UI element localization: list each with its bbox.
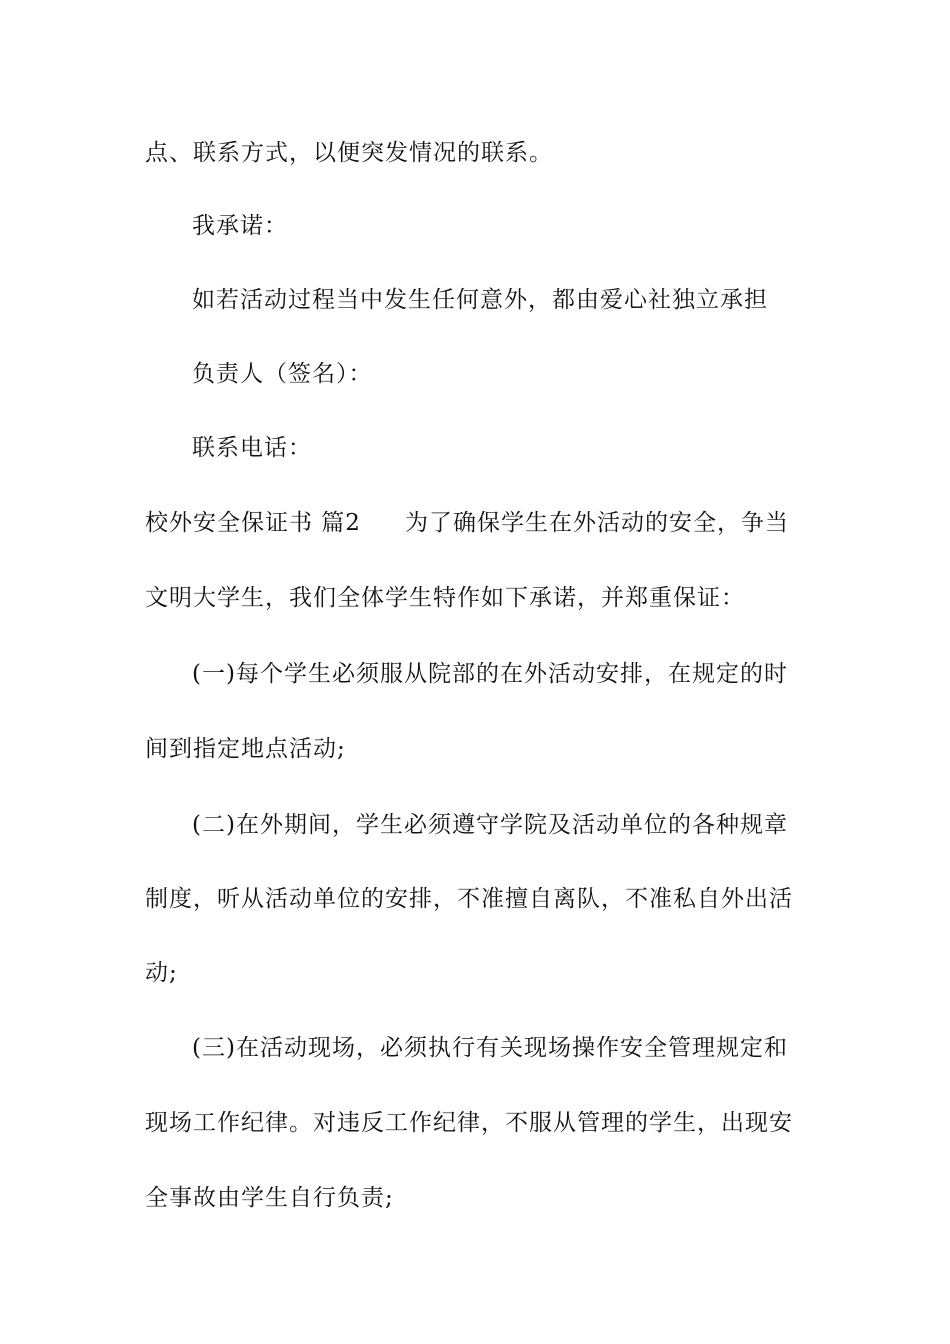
paragraph-line: (一)每个学生必须服从院部的在外活动安排，在规定的时: [192, 661, 788, 687]
paragraph-line: 动;: [145, 960, 178, 986]
paragraph-line: (三)在活动现场，必须执行有关现场操作安全管理规定和: [192, 1035, 788, 1061]
paragraph-line: 制度，听从活动单位的安排，不准擅自离队，不准私自外出活: [145, 886, 793, 912]
phone-line: 联系电话：: [192, 435, 312, 461]
paragraph-line: (二)在外期间，学生必须遵守学院及活动单位的各种规章: [192, 812, 788, 838]
paragraph-line: 现场工作纪律。对违反工作纪律，不服从管理的学生，出现安: [145, 1110, 793, 1136]
paragraph-line: 如若活动过程当中发生任何意外，都由爱心社独立承担: [192, 287, 768, 313]
paragraph-line: 间到指定地点活动;: [145, 736, 346, 762]
signature-line: 负责人（签名）：: [192, 361, 373, 387]
section-heading: 校外安全保证书 篇2: [145, 510, 361, 536]
paragraph-line: 我承诺：: [192, 213, 288, 239]
paragraph-line: 为了确保学生在外活动的安全，争当: [404, 510, 789, 536]
section-heading-line: [145, 508, 789, 538]
paragraph-line: 点、联系方式，以便突发情况的联系。: [145, 140, 553, 166]
paragraph-line: 全事故由学生自行负责;: [145, 1185, 394, 1211]
paragraph-line: 文明大学生，我们全体学生特作如下承诺，并郑重保证：: [145, 585, 745, 611]
